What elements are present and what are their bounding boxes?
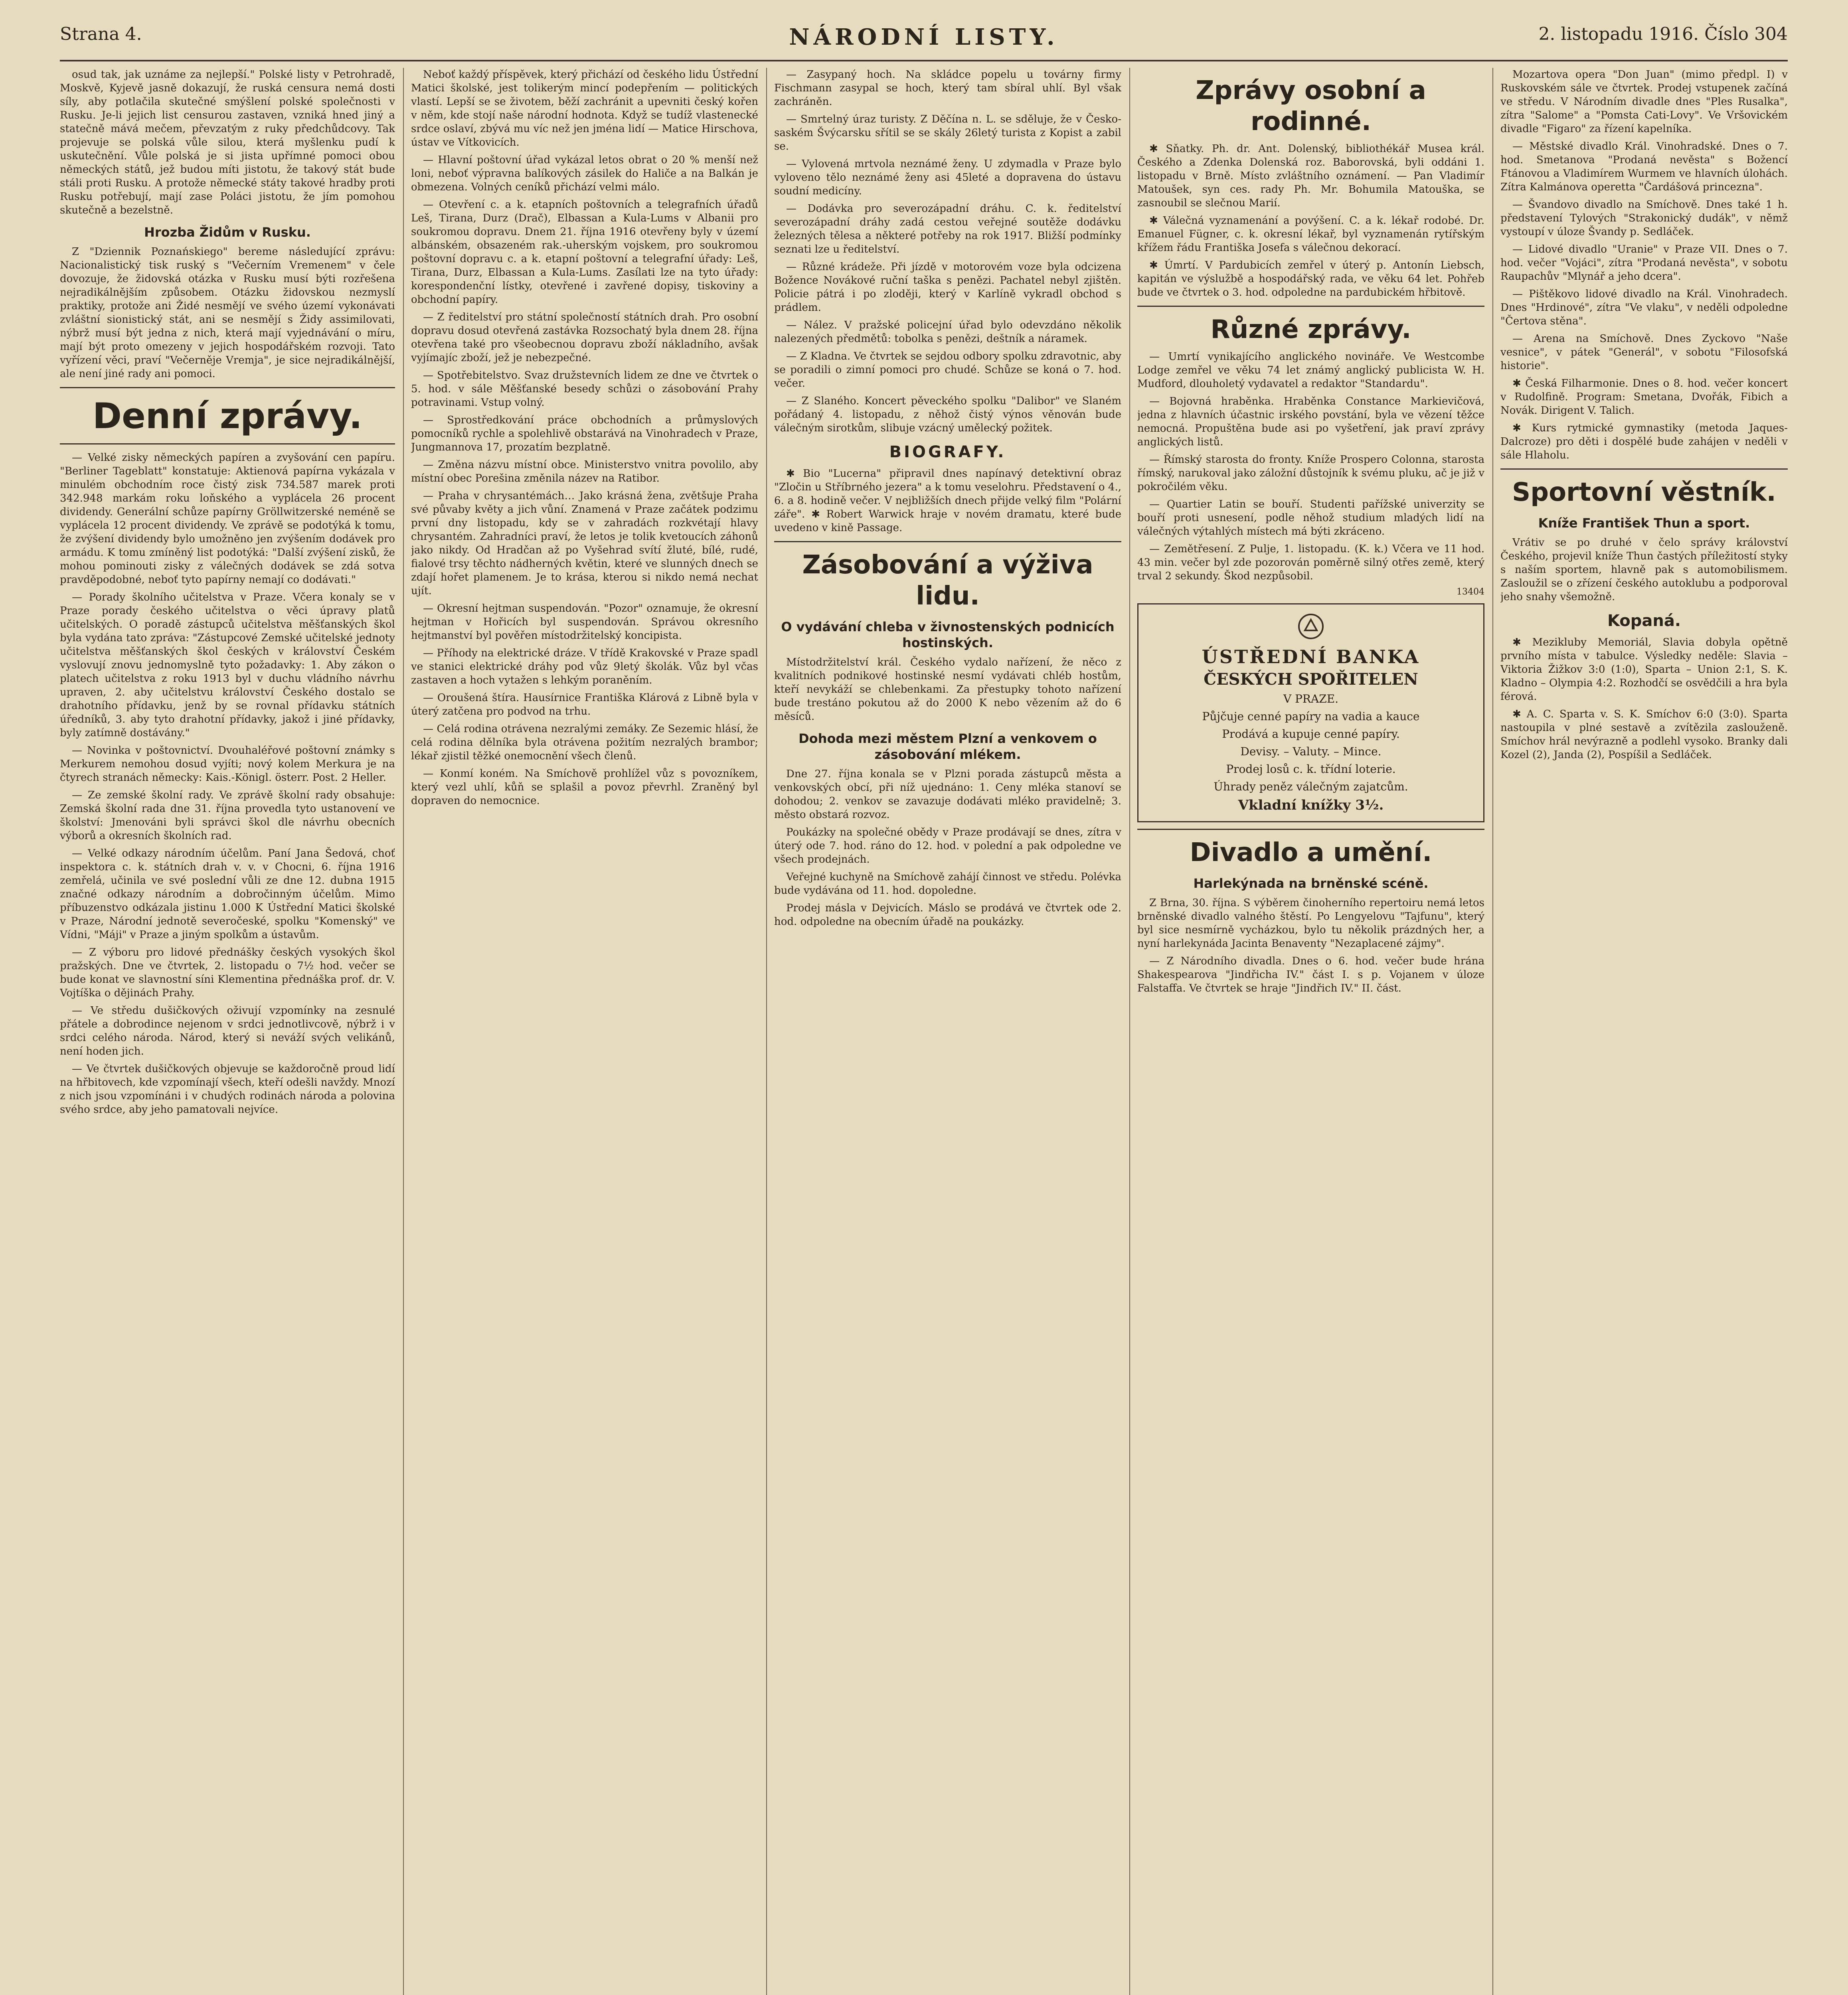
news-item: ✱ Česká Filharmonie. Dnes o 8. hod. večer koncert v Rudolfině. Program: Smetana, Dvořák, Fibich a Novák. Dirigent V. Talich. bbox=[1500, 377, 1788, 417]
news-item: — Z Slaného. Koncert pěveckého spolku "Dalibor" ve Slaném pořádaný 4. listopadu, z něhož čistý výnos věnován bude válečným sirotkům, slibuje vzácný umělecký požitek. bbox=[774, 395, 1121, 434]
news-item: — Konmí koném. Na Smíchově prohlížel vůz s povozníkem, který vezl uhlí, kůň se splašil a povoz převrhl. Zraněný byl dopraven do nemocnice. bbox=[411, 768, 758, 807]
ad-number: 13404 bbox=[1457, 587, 1484, 597]
news-item: — Zasypaný hoch. Na skládce popelu u továrny firmy Fischmann zasypal se hoch, který tam sbíral uhlí. Byl však zachráněn. bbox=[774, 69, 1121, 108]
issue-date: 2. listopadu 1916. Číslo 304 bbox=[1538, 24, 1788, 44]
news-item: — Z Kladna. Ve čtvrtek se sejdou odbory spolku zdravotnic, aby se poradili o zimní pomoci pro chudé. Schůze se koná o 7. hod. večer. bbox=[774, 350, 1121, 389]
news-item: — Z Národního divadla. Dnes o 6. hod. večer bude hrána Shakespearova "Jindřicha IV." část I. s p. Vojanem v úloze Falstaffa. Ve čtvrtek se hraje "Jindřich IV." II. část. bbox=[1137, 955, 1484, 994]
section-subtitle: Kníže František Thun a sport. bbox=[1538, 516, 1750, 531]
news-item: Dne 27. října konala se v Plzni porada zástupců města a venkovských obcí, při níž ujednáno: 1. Ceny mléka stanoví se dohodou; 2. venkov se zavazuje dodávati mléko pravidelně; 3. město obstará rozvoz. bbox=[774, 768, 1121, 821]
news-item: Vrátiv se po druhé v čelo správy království Českého, projevil kníže Thun častých příležitostí styky s naším sportem, hlavně pak s automobilismem. Zasloužil se o zřízení českého autoklubu a podporoval jeho snahy všemožně. bbox=[1500, 537, 1788, 603]
news-item: — Zemětřesení. Z Pulje, 1. listopadu. (K. k.) Včera ve 11 hod. 43 min. večer byl zde pozorován poměrně silný otřes země, který trval 2 sekundy. Škod nezpůsobil. bbox=[1137, 543, 1484, 582]
news-item: — Lidové divadlo "Uranie" v Praze VII. Dnes o 7. hod. večer "Vojáci", zítra "Prodaná nevěsta", v sobotu Raupachův "Mlynář a jeho dcera". bbox=[1500, 243, 1788, 282]
news-item: — Velké odkazy národním účelům. Paní Jana Šedová, choť inspektora c. k. státních drah v. v. v Chocni, 6. října 1916 zemřelá, učinila ve své poslední vůli ze dne 12. dubna 1915 značné odkazy národním a dobročinným účelům. Mimo příbuzenstvo odkázala jistinu 1.000 K Ústřední Matici školské v Praze, Národní jednotě severočeské, spolku "Komenský" ve Vídni, "Máji" v Praze a jiným spolkům a ústavům. bbox=[60, 847, 395, 941]
section-title: Sportovní věstník. bbox=[1512, 478, 1776, 507]
section-title: Denní zprávy. bbox=[93, 395, 362, 437]
news-item: — Pištěkovo lidové divadlo na Král. Vinohradech. Dnes "Hrdinové", zítra "Ve vlaku", v neděli odpoledne "Čertova stěna". bbox=[1500, 288, 1788, 327]
news-item: — Arena na Smíchově. Dnes Zyckovo "Naše vesnice", v pátek "Generál", v sobotu "Filosofská historie". bbox=[1500, 333, 1788, 372]
section-title: BIOGRAFY. bbox=[889, 443, 1006, 461]
divider bbox=[60, 443, 395, 444]
news-item: — Otevření c. a k. etapních poštovních a telegrafních úřadů Leš, Tirana, Durz (Drač), Elbassan a Kula-Lums v Albanii pro soukromou dopravu. Dnem 21. října 1916 otevřeny byly v území albánském, obsazeném rak.-uherským vojskem, pro soukromou poštovní dopravu c. a k. etapní poštovní a telegrafní úřady: Leš, Tirana, Durz, Elbassan a Kula-Lums. Zasílati lze na tyto úřady: korespondenční lístky, otevřené i zavřené dopisy, tiskoviny a obchodní papíry. bbox=[411, 199, 758, 306]
news-item: — Vylovená mrtvola neznámé ženy. U zdymadla v Praze bylo vyloveno tělo neznámé ženy asi 45leté a dopravena do ústavu soudní medicíny. bbox=[774, 158, 1121, 197]
news-item: — Ve čtvrtek dušičkových objevuje se každoročně proud lidí na hřbitovech, kde vzpomínají všech, kteří odešli navždy. Mnozí z nich jsou vzpomínáni i v chudých rodinách národa a polovina svého srdce, aby jeho pamatovali nejvíce. bbox=[60, 1063, 395, 1116]
news-item: — Umrtí vynikajícího anglického novináře. Ve Westcombe Lodge zemřel ve věku 74 let známý anglický publicista W. H. Mudford, dlouholetý vydavatel a redaktor "Standardu". bbox=[1137, 351, 1484, 390]
section-subtitle: O vydávání chleba v živnostenských podnicích hostinských. bbox=[781, 619, 1115, 650]
news-item: ✱ Válečná vyznamenání a povýšení. C. a k. lékař rodobé. Dr. Emanuel Fügner, c. k. okresní lékař, byl vyznamenán rytířským křížem řádu Františka Josefa s válečnou dekorací. bbox=[1137, 215, 1484, 254]
news-item: Mozartova opera "Don Juan" (mimo předpl. I) v Ruskovském sále ve čtvrtek. Prodej vstupenek začíná ve středu. V Národním divadle dnes "Ples Rusalka", zítra "Salome" a "Pomsta Cati-Lovy". Ve Vršovickém divadle "Figaro" za řízení kapelníka. bbox=[1500, 69, 1788, 135]
ad-line: Prodej losů c. k. třídní loterie. bbox=[1226, 762, 1396, 776]
ad-line: Prodává a kupuje cenné papíry. bbox=[1222, 727, 1400, 741]
news-item: Neboť každý příspěvek, který přichází od českého lidu Ústřední Matici školské, jest tolikerým mincí podepřením — politických vlastí. Lepší se se životem, běží zachránit a upevniti český kořen v něm, kde stojí naše národní hodnota. Když se tudíž vlastenecké srdce oslaví, zbývá mu víc než jen jména lidí — Matice Hirschova, ústav ve Vítkovicích. bbox=[411, 69, 758, 148]
ad-line: Úhrady peněz válečným zajatcům. bbox=[1214, 780, 1408, 793]
news-item: — Velké zisky německých papíren a zvyšování cen papíru. "Berliner Tageblatt" konstatuje: Aktienová papírna vykázala v minulém obchodním roce čistý zisk 734.587 marek proti 342.948 markám roku loňského a vyplácela 26 procent dividendy. Generální schůze papírny Gröllwitzerské neméně se vyplácela 12 procent dividendy. Ve zprávě se podotýká k tomu, že zvýšení dividendy bylo umožněno jen zvýšením dodávek pro armádu. K tomu zmíněný list podotýká: "Další zvýšení zisků, že mohou pominouti zisky z válečných dodávek se zdá sotva pravděpodobné, neboť tyto papírny nemají co dodávati." bbox=[60, 452, 395, 586]
masthead bbox=[60, 16, 1788, 61]
news-item: — Z ředitelství pro státní společností státních drah. Pro osobní dopravu dosud otevřená zastávka Rozsochatý byla dnem 28. října otevřena také pro všeobecnou dopravu zboží nákladního, avšak vyjímajíc zboží, jež je nebezpečné. bbox=[411, 311, 758, 364]
news-item: — Celá rodina otrávena nezralými zemáky. Ze Sezemic hlásí, že celá rodina dělníka byla otrávena požitím nezralých brambor; lékař zjistil těžké onemocnění všech členů. bbox=[411, 723, 758, 762]
news-item: — Změna názvu místní obce. Ministerstvo vnitra povolilo, aby místní obec Porešina změnila název na Ratibor. bbox=[411, 459, 758, 484]
article-heading: Dohoda mezi městem Plzní a venkovem o zásobování mlékem. bbox=[798, 731, 1097, 762]
news-item: ✱ Mezikluby Memoriál, Slavia dobyla opětně prvního místa v tabulce. Výsledky neděle: Slavia – Viktoria Žižkov 3:0 (1:0), Sparta – Union 2:1, S. K. Kladno – Olympia 4:2. Rozhodčí se osvědčili a hra byla férová. bbox=[1500, 636, 1788, 703]
bank-advertisement bbox=[1137, 603, 1484, 822]
news-item: Veřejné kuchyně na Smíchově zahájí činnost ve středu. Polévka bude vydávána od 11. hod. dopoledne. bbox=[774, 871, 1121, 897]
divider bbox=[1137, 829, 1484, 830]
news-item: — Ve středu dušičkových oživují vzpomínky na zesnulé přátele a dobrodince nejenom v srdci jednotlivcově, nýbrž i v srdci celého národa. Národ, který si neváží svých velikánů, není hoden jich. bbox=[60, 1005, 395, 1057]
news-item: Z Brna, 30. října. S výběrem činoherního repertoiru nemá letos brněnské divadlo valného štěstí. Po Lengyelovu "Tajfunu", který byl sice nesmírně vycházkou, bylo tu několik prázdných her, a nyní harlekynáda Jacinta Benaventy "Nezaplacené zájmy". bbox=[1137, 897, 1484, 950]
ad-line: Vkladní knížky 3½. bbox=[1238, 797, 1384, 813]
news-item: — Praha v chrysantémách… Jako krásná žena, zvětšuje Praha své půvaby květy a jich vůní. Znamená v Praze začátek podzimu první dny listopadu, kdy se v zahradách rozkvétají hlavy chrysantém. Zahradníci praví, že letos je tolik kvetoucích záhonů jako nikdy. Od Hradčan až po Vyšehrad svítí žluté, bílé, rudé, fialové trsy těchto nádherných květin, které ve slunných dnech se zdají hořet plamenem. Je to krása, kterou si nikdo nemá nechat ujít. bbox=[411, 490, 758, 597]
news-item: — Římský starosta do fronty. Kníže Prospero Colonna, starosta římský, narukoval jako záložní důstojník k svému pluku, ač je již v pokročilém věku. bbox=[1137, 454, 1484, 493]
news-item: Prodej másla v Dejvicích. Máslo se prodává ve čtvrtek ode 2. hod. odpoledne na obecním úřadě na poukázky. bbox=[774, 902, 1121, 928]
column-3 bbox=[774, 68, 1121, 1995]
news-item: — Nález. V pražské policejní úřad bylo odevzdáno několik nalezených předmětů: tobolka s penězi, deštník a náramek. bbox=[774, 319, 1121, 345]
ad-title: ÚSTŘEDNÍ BANKA bbox=[1202, 646, 1420, 668]
column-rule bbox=[1492, 68, 1493, 1995]
section-title: Zprávy osobní a rodinné. bbox=[1196, 76, 1426, 136]
bank-emblem-icon bbox=[1297, 612, 1325, 640]
divider bbox=[774, 541, 1121, 542]
news-item: — Okresní hejtman suspendován. "Pozor" oznamuje, že okresní hejtman v Hořicích byl suspendován. Správou okresního hejtmanství byl pověřen místodržitelský koncipista. bbox=[411, 602, 758, 642]
news-item: — Porady školního učitelstva v Praze. Včera konaly se v Praze porady českého učitelstva o věci úpravy platů učitelských. O poradě zástupců učitelstva měšťanských škol byla vydána tato zpráva: "Zástupcové Zemské učitelské jednoty učitelstva měšťanských škol českých v království Českém vyslovují znovu jednomyslně tyto požadavky: 1. Aby zákon o platech učitelstva z roku 1913 byl v duchu vládního návrhu upraven, 2. aby učitelstvu království Českého dostalo se drahotního přídavku, jenž by se rovnal přídavku státních úředníků, 3. aby tyto drahotní přídavky, jakož i jiné přídavky, byly zatímně dostávány." bbox=[60, 591, 395, 739]
news-item: — Bojovná hraběnka. Hraběnka Constance Markievičová, jedna z hlavních účastnic irského povstání, byla ve vězení těžce nemocná. Propuštěna bude asi po vyšetření, jak praví zprávy anglických listů. bbox=[1137, 395, 1484, 448]
news-item: — Ze zemské školní rady. Ve zprávě školní rady obsahuje: Zemská školní rada dne 31. října provedla tyto ustanovení ve školství: Jmenováni byli správci škol dle návrhu obecních výborů a okresních školních rad. bbox=[60, 789, 395, 842]
section-title: Divadlo a umění. bbox=[1190, 838, 1432, 867]
news-item: ✱ Bio "Lucerna" připravil dnes napínavý detektivní obraz "Zločin u Stříbrného jezera" a k tomu veselohru. Představení o 4., 6. a 8. hodině večer. V nejbližších dnech přijde velký film "Polární záře". ✱ Robert Warwick hraje v novém dramatu, které bude uvedeno v kině Passage. bbox=[774, 468, 1121, 534]
column-rule bbox=[403, 68, 404, 1995]
column-5 bbox=[1500, 68, 1788, 1995]
news-item: — Spotřebitelstvo. Svaz družstevních lidem ze dne ve čtvrtek o 5. hod. v sále Měšťanské besedy schůzi o zásobování Prahy potravinami. Vstup volný. bbox=[411, 369, 758, 409]
ad-line: Půjčuje cenné papíry na vadia a kauce bbox=[1202, 710, 1420, 723]
section-title: Zásobování a výživa lidu. bbox=[802, 550, 1093, 611]
article-text: Z "Dziennik Poznańskiego" bereme následující zprávu: Nacionalistický tisk ruský s "Večerním Vremenem" v čele dovozuje, že židovská otázka v Rusku musí býti rozřešena nejradikálnějším způsobem. Otázku židovskou nezmyslí praktiky, protože ani Židé nesmějí ve svého území vykonávati zvláštní sionistický stát, ani se nesmějí s Židy assimilovati, nýbrž musí být jedna z nich, která mají vyjednávání o míru, mají být proto omezeny v jejich hospodářském rozvoji. Tato vyřízení věci, praví "Večerněje Vremja", je sice nejradikálnější, ale není jiné rady ani pomoci. bbox=[60, 246, 395, 380]
news-item: ✱ A. C. Sparta v. S. K. Smíchov 6:0 (3:0). Sparta nastoupila v plné sestavě a zvítězila zaslouženě. Smíchov hrál nevýrazně a podlehl vysoko. Branky dali Kozel (2), Janda (2), Pospíšil a Sedláček. bbox=[1500, 708, 1788, 761]
column-2 bbox=[411, 68, 758, 1995]
divider bbox=[1500, 468, 1788, 470]
divider bbox=[1137, 306, 1484, 307]
column-rule bbox=[766, 68, 767, 1995]
news-item: — Švandovo divadlo na Smíchově. Dnes také 1 h. představení Tylových "Strakonický dudák", v němž vystoupí v úloze Švandy p. Sedláček. bbox=[1500, 199, 1788, 238]
ad-city: V PRAZE. bbox=[1283, 692, 1339, 705]
news-item: — Oroušená štíra. Hausírnice Františka Klárová z Libně byla v úterý zatčena pro podvod na trhu. bbox=[411, 692, 758, 717]
news-item: — Quartier Latin se bouří. Studenti pařížské univerzity se bouří proti usnesení, podle něhož studium mladých lidí na válečných výtahlých místech má býti zkráceno. bbox=[1137, 498, 1484, 537]
section-subtitle: Harlekýnada na brněnské scéně. bbox=[1193, 876, 1429, 891]
news-item: — Z výboru pro lidové přednášky českých vysokých škol pražských. Dne ve čtvrtek, 2. listopadu o 7½ hod. večer se bude konat ve slavnostní síni Klementina přednáška prof. dr. V. Vojtíška o dějinách Prahy. bbox=[60, 946, 395, 999]
section-title: Různé zprávy. bbox=[1210, 315, 1411, 344]
section-title: Kopaná. bbox=[1607, 612, 1681, 630]
article-heading: Hrozba Židům v Rusku. bbox=[144, 225, 311, 240]
divider bbox=[60, 387, 395, 388]
news-item: ✱ Kurs rytmické gymnastiky (metoda Jaques-Dalcroze) pro děti i dospělé bude zahájen v neděli v sále Hlaholu. bbox=[1500, 422, 1788, 461]
column-1 bbox=[60, 68, 395, 1995]
column-rule bbox=[1129, 68, 1130, 1995]
article-text: osud tak, jak uznáme za nejlepší." Polské listy v Petrohradě, Moskvě, Kyjevě jasně dokazují, že ruská censura nemá dosti síly, aby potlačila skutečné smýšlení polské společnosti v Rusku. Je-li jejich list censurou zastaven, vzniká hned jiný a statečně mává mečem, převzatým z ruky předchůdcovy. Tak projevuje se polská vůle silou, která myšlenku pudí k uskutečnění. Vůle polská je si jista upřímné pomoci obou německých států, jež budou míti jistotu, že takový stát bude stáli proti Rusku. A protože německé státy takové hradby proti Rusku potřebují, mají zase Poláci jistotu, že jím pomohou skutečně a bezelstně. bbox=[60, 69, 395, 216]
news-item: ✱ Úmrtí. V Pardubicích zemřel v úterý p. Antonín Liebsch, kapitán ve výslužbě a hospodářský rada, ve věku 64 let. Pohřeb bude ve čtvrtek o 3. hod. odpoledne na pardubickém hřbitově. bbox=[1137, 259, 1484, 298]
newspaper-title: NÁRODNÍ LISTY. bbox=[789, 24, 1059, 50]
news-item: — Sprostředkování práce obchodních a průmyslových pomocníků rychle a spolehlivě obstarává na Vinohradech v Praze, Jungmannova 17, prozatím bezplatně. bbox=[411, 414, 758, 453]
ad-title-2: ČESKÝCH SPOŘITELEN bbox=[1204, 670, 1418, 689]
ad-line: Devisy. – Valuty. – Mince. bbox=[1240, 745, 1382, 758]
news-item: — Různé krádeže. Při jízdě v motorovém voze byla odcizena Božence Novákové ruční taška s penězi. Pachatel nebyl zjištěn. Policie pátrá i po zloději, který v Karlíně vykradl obchod s prádlem. bbox=[774, 261, 1121, 314]
news-item: — Novinka v poštovnictví. Dvouhaléřové poštovní známky s Merkurem nemohou dosud vyjíti; nový kolem Merkura je na čtyrech stranách německy: Kais.-Königl. österr. Post. 2 Heller. bbox=[60, 745, 395, 784]
news-item: — Smrtelný úraz turisty. Z Děčína n. L. se sděluje, že v Česko-saském Švýcarsku sřítil se se skály 26letý turista z Kopist a zabil se. bbox=[774, 113, 1121, 152]
news-item: — Hlavní poštovní úřad vykázal letos obrat o 20 % menší než loni, neboť výpravna balíkových zásilek do Haliče a na Balkán je obmezena. Volných ceníků přichází velmi málo. bbox=[411, 154, 758, 193]
news-item: — Městské divadlo Král. Vinohradské. Dnes o 7. hod. Smetanova "Prodaná nevěsta" s Božencí Ftánovou a Vladimírem Wurmem ve hlavních úlohách. Zítra Kalmánova operetta "Čardášová princezna". bbox=[1500, 140, 1788, 193]
news-item: ✱ Sňatky. Ph. dr. Ant. Dolenský, bibliothékář Musea král. Českého a Zdenka Dolenská roz. Baborovská, byli oddáni 1. listopadu v Brně. Místo zvláštního oznámení. — Pan Vladimír Matoušek, syn ces. rady Ph. Mr. Bohumila Matouška, se zasnoubil se slečnou Marií. bbox=[1137, 143, 1484, 209]
column-4 bbox=[1137, 68, 1484, 1995]
news-item: Místodržitelství král. Českého vydalo nařízení, že něco z kvalitních podnikové hostinské nesmí vydávati chléb hostům, kteří nevykáží se chlebenkami. Za přestupky tohoto nařízení bude trestáno pokutou až do 2000 K nebo vězením až do 6 měsíců. bbox=[774, 656, 1121, 723]
news-item: — Dodávka pro severozápadní dráhu. C. k. ředitelství severozápadní dráhy zadá cestou veřejné soutěže dodávku železných tělesa a některé potřeby na rok 1917. Bližší podmínky seznati lze u ředitelství. bbox=[774, 203, 1121, 255]
news-item: Poukázky na společné obědy v Praze prodávají se dnes, zítra v úterý ode 7. hod. ráno do 12. hod. v polední a pak odpoledne ve všech prodejnách. bbox=[774, 826, 1121, 865]
page-number: Strana 4. bbox=[60, 24, 142, 44]
news-item: — Příhody na elektrické dráze. V třídě Krakovské v Praze spadl ve stanici elektrické dráhy pod vůz 9letý školák. Vůz byl včas zastaven a hoch vytažen s lehkým poraněním. bbox=[411, 647, 758, 686]
